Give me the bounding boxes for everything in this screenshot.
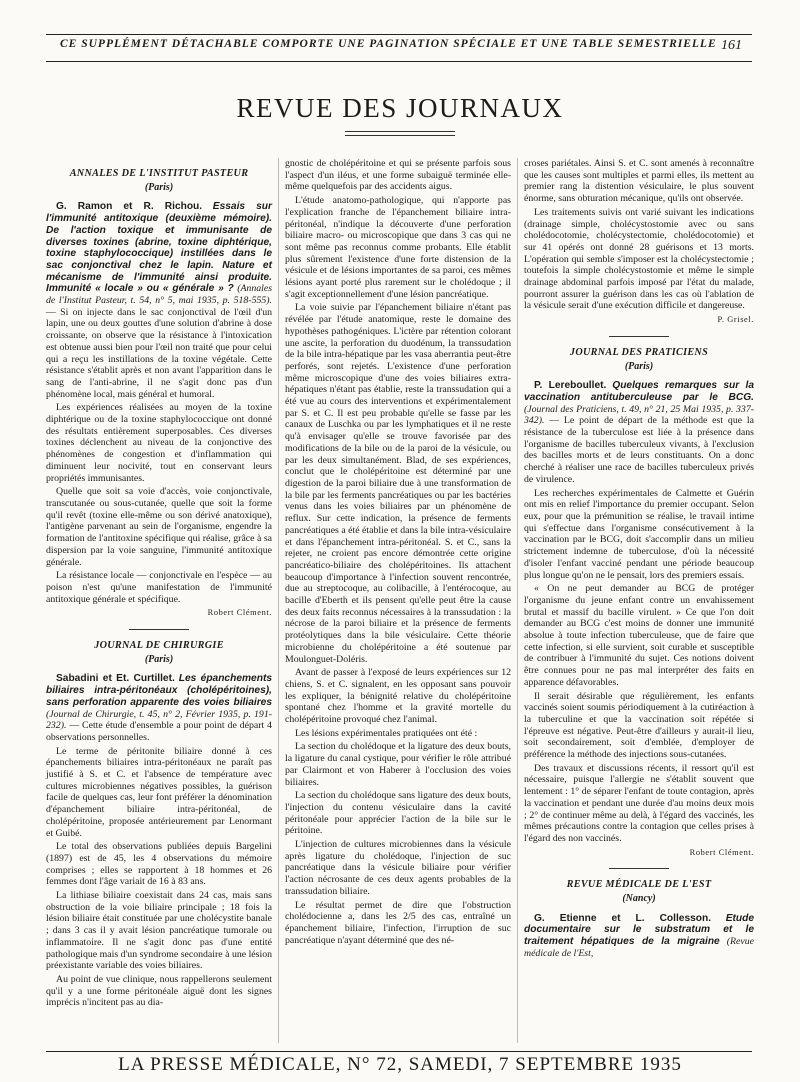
- article-reference: (Annales de l'Institut Pasteur, t. 54, n° 5, mai 1935, p. 518-555).: [46, 283, 273, 307]
- article-authors: G. Etienne et L. Collesson.: [534, 912, 712, 924]
- masthead-rule: [345, 135, 455, 136]
- journal-city: (Nancy): [622, 893, 656, 905]
- abstract-paragraph: Les traitements suivis ont varié suivant les indications (drainage simple, cholécystostomie avec ou sans cholédocotomie, cholécystectomie, cholédocotomie) et sur 41 opérés ont donné 28 guérisons et 13 morts. L'opération qui semble s'imposer est la cholécystectomie ; toutefois la simple cholécystostomie et même le simple drainage abdominal parfois imposé par l'état du malade, pourront assurer la guérison dans les cas où l'ablation de la vésicule serait d'une exécution difficile et dangereuse.: [524, 206, 754, 312]
- header-rule: [46, 34, 752, 35]
- journal-heading: REVUE MÉDICALE DE L'EST: [566, 879, 712, 891]
- article-authors: Sabadini et Et. Curtillet.: [56, 673, 175, 685]
- footer-rule: [46, 1051, 752, 1052]
- abstract-paragraph: Les expériences réalisées au moyen de la toxine diphtérique ou de la toxine staphylococcique ont donné des résultats entièrement superposables. Ces diverses toxines déclenchent au niveau de la conjonctive des phénomènes de congestion et d'inflammation qui diminuent leur nocivité, tout en conservant leurs propriétés immunisantes.: [46, 402, 272, 484]
- section-divider: [129, 629, 189, 630]
- journal-heading: ANNALES DE L'INSTITUT PASTEUR: [69, 168, 249, 179]
- reviewer-signature: Robert Clément.: [207, 608, 272, 618]
- column-3: [524, 158, 754, 962]
- reviewer-signature: Robert Clément.: [689, 847, 754, 857]
- abstract-paragraph-continued: croses pariétales. Ainsi S. et C. sont amenés à reconnaître que les causes sont multiples et parmi elles, ils mettent au premier rang la distention vésiculaire, le plus souvent énorme, sans obturation mécanique, qu'ils ont observée.: [524, 158, 754, 205]
- abstract-paragraph: La section du cholédoque sans ligature des deux bouts, l'injection du contenu vésiculaire dans la cavité péritonéale pour apprécier l'action de la bile sur le péritoine.: [285, 790, 511, 837]
- article-title: Etude documentaire sur le substratum et le traitement hépatiques de la migraine: [524, 912, 755, 948]
- abstract-paragraph: La résistance locale — conjonctivale en l'espèce — au poison n'est qu'une manifestation de l'immunité antitoxique générale et spécifique.: [46, 570, 272, 605]
- journal-heading: JOURNAL DE CHIRURGIE: [94, 640, 224, 652]
- abstract-paragraph: L'étude anatomo-pathologique, qui n'apporte pas l'explication franche de l'épanchement biliaire intra-péritonéal, n'indique la découverte d'une perforation biliaire macro- ou microscopique que dans 3 cas qui ne sont même pas reconnus comme probants. Elle établit plus sûrement l'existence d'une forte distension de la vésicule et de lésions importantes de sa paroi, ces mêmes lésions ayant porté plus rarement sur le cholédoque ; il s'agit exceptionnellement d'une lésion pancréatique.: [285, 195, 511, 300]
- abstract-text: — Le point de départ de la méthode est que la résistance de la tuberculose est liée à la présence dans l'organisme de bacilles tuberculeux vivants, à l'exclusion des bacilles morts et de leurs constituants. On a donc cherché à réaliser une race de bacilles tuberculeux privés de virulence.: [524, 415, 754, 485]
- abstract-paragraph: Le terme de péritonite biliaire donné à ces épanchements biliaires intra-péritonéaux ne paraît pas justifié à S. et C. et l'absence de température avec cultures microbiennes négatives possibles, la guérison facile de quelques cas, leur font préférer la dénomination d'épanchement biliaire intra-péritonéal, de cholépéritoine, proposée antérieurement par Lenormant et Guibé.: [46, 745, 272, 839]
- article-reference: (Revue médicale de l'Est,: [524, 936, 754, 959]
- section-masthead: REVUE DES JOURNAUX: [236, 93, 564, 123]
- abstract-text: — Si on injecte dans le sac conjonctival de l'œil d'un lapin, une ou deux gouttes d'une solution d'abrine à dose croissante, on observe que la résistance à l'intoxication est obtenue aussi bien pour l'œil non traité que pour celui qui a reçu les instillations de la toxine végétale. Cette résistance s'établit après et non avant l'apparition dans le sang de l'anti-abrine, il ne s'agit donc pas d'un phénomène local, mais général et humoral.: [46, 306, 272, 400]
- abstract-lead-paragraph: [46, 201, 272, 400]
- section-divider: [609, 336, 669, 337]
- journal-city: (Paris): [144, 653, 174, 665]
- article-authors: G. Ramon et R. Richou.: [56, 201, 203, 213]
- page-number: 161: [721, 38, 742, 53]
- section-divider: [609, 868, 669, 869]
- abstract-lead-paragraph: [46, 673, 272, 743]
- article-title: Quelques remarques sur la vaccination antituberculeuse par le BCG.: [524, 380, 755, 403]
- column-divider: [278, 158, 279, 1043]
- abstract-paragraph: La lithiase biliaire coexistait dans 24 cas, mais sans obstruction de la voie biliaire principale ; 18 fois la lésion biliaire était constituée par une cholécystite banale ; dans 3 cas il y avait lésion pancréatique tumorale ou inflammatoire. Il ne s'agit donc pas d'une entité pathologique mais d'un syndrome secondaire à une lésion préexistante variable des voies biliaires.: [46, 890, 272, 972]
- column-1: [46, 158, 272, 1011]
- column-2: [285, 158, 511, 948]
- abstract-lead-paragraph: [524, 913, 754, 960]
- journal-heading: JOURNAL DES PRATICIENS: [569, 346, 709, 358]
- article-reference: (Journal de Chirurgie, t. 45, n° 2, Février 1935, p. 191-232).: [46, 708, 272, 732]
- reviewer-signature: P. Grisel.: [717, 315, 754, 325]
- abstract-lead-paragraph: [524, 380, 754, 485]
- issue-footer: LA PRESSE MÉDICALE, N° 72, SAMEDI, 7 SEPTEMBRE 1935: [118, 1054, 682, 1075]
- article-title: Les épanchements biliaires intra-péritonéaux (cholépéritoines), sans perforation apparente des voies biliaires: [46, 673, 272, 708]
- abstract-paragraph-continued: gnostic de cholépéritoine et qui se présente parfois sous l'aspect d'un iléus, et une forme subaiguë terminée elle-même quelquefois par des accidents aigus.: [285, 158, 511, 193]
- abstract-paragraph: Au point de vue clinique, nous rappellerons seulement qu'il y a une forme péritonéale aiguë dont les signes imprécis n'incitent pas au dia-: [46, 974, 272, 1009]
- article-authors: P. Lereboullet.: [534, 380, 607, 392]
- abstract-paragraph: Les lésions expérimentales pratiquées ont été :: [295, 727, 478, 739]
- abstract-paragraph: La section du cholédoque et la ligature des deux bouts, la ligature du canal cystique, pour vérifier le rôle attribué par Clairmont et von Haberer à l'occlusion des voies biliaires.: [285, 741, 511, 788]
- journal-city: (Paris): [144, 181, 174, 193]
- abstract-paragraph: Le total des observations publiées depuis Bargelini (1897) est de 45, les 4 observations du mémoire comprises ; elles se rapportent à 18 hommes et 26 femmes dont l'âge variait de 16 à 83 ans.: [46, 841, 272, 888]
- abstract-paragraph: Les recherches expérimentales de Calmette et Guérin ont mis en relief l'importance du premier occupant. Selon eux, pour que la prémunition se réalise, le travail intime qui s'effectue dans l'organisme consécutivement à la vaccination par le BCG, doit s'accomplir dans un milieu strictement indemne de tuberculose, d'où la nécessité d'isoler l'enfant vacciné pendant une période beaucoup plus longue qu'on ne le pensait, lors des premiers essais.: [524, 487, 754, 581]
- abstract-paragraph: Il serait désirable que régulièrement, les enfants vaccinés soient soumis périodiquement à la cutiréaction à la tuberculine et que la vaccination soit répétée si l'épreuve est négative. Peut-être d'ailleurs y aurait-il lieu, soit secondairement, soit d'emblée, d'employer de préférence la méthode des injections sous-cutanées.: [524, 690, 754, 761]
- column-divider: [517, 158, 518, 1043]
- abstract-paragraph: La voie suivie par l'épanchement biliaire n'étant pas révélée par l'étude anatomique, reste le domaine des hypothèses pathogéniques. L'ictère par rétention colorant une ascite, la perforation du duodénum, la transsudation de la bile intra-hépatique par les vasa aberrantia peut-être perforés, sont rejetés. L'existence d'une perforation même microscopique d'une des voies biliaires extra-hépatiques n'étant pas établie, reste la transsudation qui a été vue au cours des interventions et expérimentalement par S. et C. Il est peu probable qu'elle se fasse par les canaux de Luschka ou par les lymphatiques et il ne reste qu'à envisager qu'elle se trouve favorisée par des modifications de la bile ou de la paroi de la vésicule, ou par les deux simultanément. Blad, de ses expériences, conclut que le cholépéritoine est déterminé par une digestion de la paroi biliaire due à une transformation de la bile par les ferments pancréatiques ou par les bactéries venus dans les voies biliaires par un phénomène de reflux. Sur cette indication, la présence de ferments pancréatiques a été établie et dans la bile intra-vésiculaire et dans l'épanchement intra-péritonéal. S. et C., sans la rejeter, ne croient pas encore démontrée cette origine pancréatico-biliaire des cholépéritoines. Ils attachent beaucoup d'importance à l'infection souvent rencontrée, due au streptocoque, au colibacille, à l'entérocoque, au bacille d'Eberth et ils pensent qu'elle peut être la cause des deux faits reconnus nécessaires à la transsudation : la nécrose de la paroi biliaire et la présence de ferments protéolytiques dans la bile vésiculaire. Cette théorie microbienne du cholépéritoine a été soutenue par Moulonguet-Doléris.: [285, 302, 511, 665]
- article-reference: (Journal des Praticiens, t. 49, n° 21, 25 Mai 1935, p. 337-342).: [524, 403, 754, 427]
- article-title: Essais sur l'immunité antitoxique (deuxième mémoire). De l'action toxique et immunisante de diverses toxines (abrine, toxine diphtérique, toxine staphylococcique) instillées dans le sac conjonctival chez le lapin. Nature et mécanisme de l'immunité ainsi produite. Immunité « locale » ou « générale » ?: [46, 201, 272, 295]
- header-rule-lower: [46, 61, 752, 62]
- journal-city: (Paris): [624, 360, 654, 372]
- abstract-paragraph: « On ne peut demander au BCG de protéger l'organisme du jeune enfant contre un envahissement brutal et massif du bacille virulent. » Ce que l'on doit demander au BCG c'est moins de donner une immunité absolue à toute infection tuberculeuse, que de faire que cette infection, si elle survient, soit curable et susceptible de contribuer à l'immunité du sujet. Ces notions doivent être connues pour ne pas mal interpréter des faits en apparence défavorables.: [524, 583, 754, 688]
- abstract-paragraph: L'injection de cultures microbiennes dans la vésicule après ligature du cholédoque, l'injection de suc pancréatique dans la vésicule biliaire pour vérifier l'action nécrosante de ces deux agents probables de la transsudation biliaire.: [285, 839, 511, 897]
- abstract-paragraph: Avant de passer à l'exposé de leurs expériences sur 12 chiens, S. et C. signalent, en les opposant sans pouvoir les expliquer, la bénignité relative du cholépéritoine spontané chez l'homme et la gravité mortelle du cholépéritoine provoqué chez l'animal.: [285, 667, 511, 726]
- abstract-paragraph: Des travaux et discussions récents, il ressort qu'il est nécessaire, puisque l'allergie ne s'établit souvent que lentement : 1° de séparer l'enfant de toute contagion, après la vaccination et pendant une durée d'au moins deux mois ; 2° de continuer même au delà, à l'égard des vaccinés, les mêmes précautions contre la contagion que celles prises à l'égard des non vaccinés.: [524, 762, 754, 844]
- masthead-rule: [345, 131, 455, 132]
- supplement-notice: CE SUPPLÉMENT DÉTACHABLE COMPORTE UNE PAGINATION SPÉCIALE ET UNE TABLE SEMESTRIELLE: [60, 38, 717, 50]
- abstract-paragraph: Quelle que soit sa voie d'accès, voie conjonctivale, transcutanée ou sous-cutanée, quelle que soit la forme qu'il revêt (toxine elle-même ou son dérivé anatoxique), l'antigène parvenant au sein de l'organisme, engendre la formation de l'antitoxine spécifique qui réalise, grâce à sa dispersion par la voie sanguine, l'immunité antitoxique générale.: [46, 486, 272, 568]
- abstract-text: — Cette étude d'ensemble a pour point de départ 4 observations personnelles.: [46, 720, 272, 743]
- abstract-paragraph: Le résultat permet de dire que l'obstruction cholédocienne a, dans les 2/5 des cas, entraîné un épanchement biliaire, l'infection, l'irruption de suc pancréatique n'ayant déterminé que des né-: [285, 899, 511, 946]
